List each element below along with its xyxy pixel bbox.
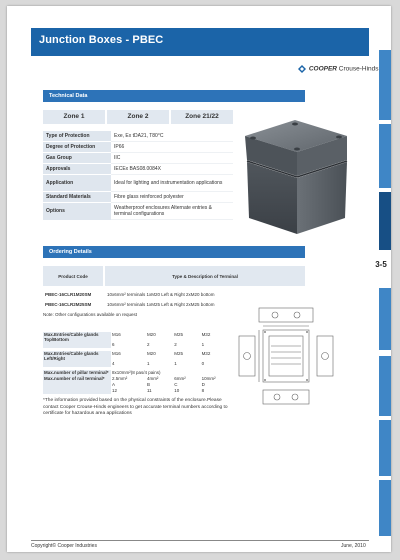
table-row <box>43 142 233 153</box>
side-tab[interactable] <box>379 124 391 188</box>
spec-key: Gas Group <box>43 153 111 164</box>
entry-value: M20 <box>146 332 156 337</box>
entry-value: 4mm² <box>146 376 159 381</box>
entry-value: M25 <box>174 351 184 356</box>
entry-value: M32 <box>201 351 211 356</box>
table-row <box>43 388 233 394</box>
spec-value: Weatherproof enclosures Alternate entries & terminal configurations <box>111 203 233 220</box>
logo-sub: Crouse-Hinds <box>338 65 379 73</box>
entry-key: Max.number of pillar terminal* <box>43 370 111 376</box>
side-tabs <box>379 6 391 552</box>
spec-value: Ideal for lighting and instrumentation applications <box>111 175 233 192</box>
dimension-drawings <box>235 306 373 416</box>
table-row <box>43 131 233 142</box>
spec-key: Approvals <box>43 164 111 175</box>
entry-value: M32 <box>201 332 211 337</box>
product-description: 10x6mm² terminals 1xM20 Left & Right 2xM20 bottom <box>107 291 215 297</box>
entry-value: M16 <box>112 351 121 356</box>
entry-value: 4 <box>112 361 115 366</box>
entries-table <box>43 332 233 394</box>
entry-key <box>43 388 111 394</box>
ordering-header <box>43 266 305 286</box>
entry-value: 8 <box>201 388 205 393</box>
table-row <box>43 164 233 175</box>
cooper-logo-icon <box>297 64 307 74</box>
entry-value: 8x10mm²(8 pas/4 pains) <box>112 370 161 375</box>
spec-key: Standard Materials <box>43 192 111 203</box>
entry-value: 10 <box>174 388 180 393</box>
cooper-logo <box>297 64 379 74</box>
table-row <box>43 332 233 342</box>
entry-key: Max.number of rail terminal* <box>43 376 111 382</box>
side-tab[interactable] <box>379 480 391 536</box>
publish-date: June, 2010 <box>341 543 366 549</box>
entry-value: 1 <box>174 361 177 366</box>
footnote: *The information provided based on the physical constraints of the enclosure.Please contact Cooper Crouse-Hinds engineers to get accurate terminal numbers according to certificate for hazardous area applications <box>43 398 228 416</box>
ordering-note: Note: Other configurations available on request <box>43 312 138 317</box>
technical-data-heading: Technical Data <box>43 90 305 102</box>
side-tab[interactable] <box>379 420 391 476</box>
entry-value: D <box>201 382 205 387</box>
catalog-page <box>7 6 391 552</box>
spec-key: Application <box>43 175 111 192</box>
entry-value: A <box>112 382 116 387</box>
ordering-details-heading: Ordering Details <box>43 246 305 258</box>
spec-key: Degree of Protection <box>43 142 111 153</box>
product-description: 10x6mm² terminals 1xM25 Left & Right 2xM25 bottom <box>107 301 215 307</box>
entry-value: 6 <box>112 342 115 347</box>
side-tab-label: 3-5 <box>371 260 391 269</box>
table-row <box>43 290 305 298</box>
side-tab[interactable] <box>379 288 391 350</box>
entry-value: C <box>174 382 178 387</box>
page-title: Junction Boxes - PBEC <box>39 34 164 46</box>
junction-box-image <box>237 106 355 246</box>
product-code: PBEC-16CLR2M25SM <box>45 301 92 307</box>
table-row <box>43 351 233 361</box>
entry-value: 1 <box>146 361 150 366</box>
spec-value: IP66 <box>111 142 233 153</box>
spec-value: Fibre glass reinforced polyester <box>111 192 233 203</box>
spec-key: Type of Protection <box>43 131 111 142</box>
entry-key: Max.Entries/Cable glands Top/Bottom <box>43 332 111 342</box>
entry-value: 12 <box>112 388 118 393</box>
table-row <box>43 153 233 164</box>
technical-data-table <box>43 131 233 220</box>
entry-value: M16 <box>112 332 121 337</box>
side-tab[interactable] <box>379 356 391 416</box>
entry-value: M25 <box>174 332 184 337</box>
entry-value: 1 <box>201 342 205 347</box>
entry-value: 6mm² <box>174 376 186 381</box>
entry-key: Max.Entries/Cable glands Left/Right <box>43 351 111 361</box>
column-header: Type & Description of Terminal <box>105 266 305 286</box>
table-row <box>43 175 233 192</box>
entry-value: M20 <box>146 351 156 356</box>
spec-value: IIC <box>111 153 233 164</box>
spec-key: Options <box>43 203 111 220</box>
side-tab[interactable] <box>379 50 391 120</box>
entry-value: 2 <box>146 342 150 347</box>
entry-value: 2.5mm² <box>112 376 128 381</box>
entry-value: 0 <box>201 361 205 366</box>
footer-divider <box>31 540 369 541</box>
table-row <box>43 192 233 203</box>
entry-value: 2 <box>174 342 177 347</box>
entry-value: B <box>146 382 150 387</box>
side-tab-active[interactable] <box>379 192 391 250</box>
copyright: Copyright© Cooper Industries <box>31 543 97 549</box>
table-row <box>43 203 233 220</box>
column-header: Product Code <box>43 266 103 286</box>
zone-label: Zone 1 <box>43 110 105 124</box>
logo-brand: COOPER <box>308 65 337 73</box>
zone-label: Zone 2 <box>107 110 169 124</box>
spec-value: IECEx BAS08.0084X <box>111 164 233 175</box>
zone-label: Zone 21/22 <box>171 110 233 124</box>
spec-value: Exe, Ex tDA21, T80°C <box>111 131 233 142</box>
zone-row <box>43 110 233 124</box>
entry-value: 11 <box>146 388 152 393</box>
entry-value: 10mm² <box>201 376 216 381</box>
product-code: PBEC-16CLR1M20SM <box>45 291 92 297</box>
